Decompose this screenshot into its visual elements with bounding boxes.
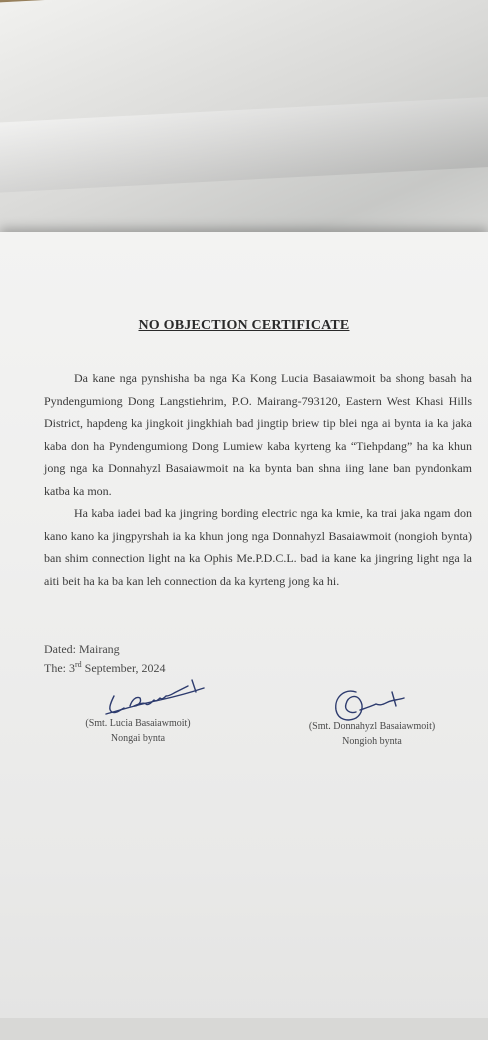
certificate-body — [44, 367, 472, 592]
right-signatory-name: (Smt. Donnahyzl Basaiawmoit) — [308, 721, 436, 732]
dated-date: The: 3rd September, 2024 — [44, 660, 166, 675]
left-signatory — [78, 716, 198, 746]
left-signature — [100, 674, 210, 718]
left-signatory-name: (Smt. Lucia Basaiawmoit) — [85, 718, 191, 729]
certificate-title: NO OBJECTION CERTIFICATE — [138, 318, 350, 333]
right-signatory — [300, 719, 444, 749]
date-block — [44, 641, 166, 676]
dated-place: Dated: Mairang — [44, 642, 120, 656]
body-paragraph-2: Ha kaba iadei bad ka jingring bording electric nga ka kmie, ka trai jaka ngam don kano kano ka jingpyrshah ia ka khun jong nga Donnahyzl Basaiawmoit (nongioh bynta) ban shim connection light na ka Ophis Me.P.D.C.L. bad ia kane ka jingring light nga la aiti beit ha ka ba kan leh connection da ka kyrteng jong ka hi. — [44, 506, 472, 588]
certificate-page — [0, 232, 488, 1022]
paper-fold — [0, 96, 488, 193]
body-paragraph-1: Da kane nga pynshisha ba nga Ka Kong Lucia Basaiawmoit ba shong basah ha Pyndengumiong Dong Langstiehrim, P.O. Mairang-793120, Eastern West Khasi Hills District, hapdeng ka jingkoit jingkhiah bad jingtip briew tip blei nga ai bynta ia ka jaka kaba don ha Pyndengumiong Dong Lumiew kaba kyrteng ka “Tiehpdang” ha ka khun jong nga ka Donnahyzl Basaiawmoit na ka bynta ban shna iing lane ban pyndonkam katba ka mon. — [44, 371, 472, 498]
paper-bottom-edge — [0, 1018, 488, 1040]
left-signatory-role: Nongai bynta — [110, 733, 166, 744]
right-signatory-role: Nongioh bynta — [342, 736, 402, 747]
